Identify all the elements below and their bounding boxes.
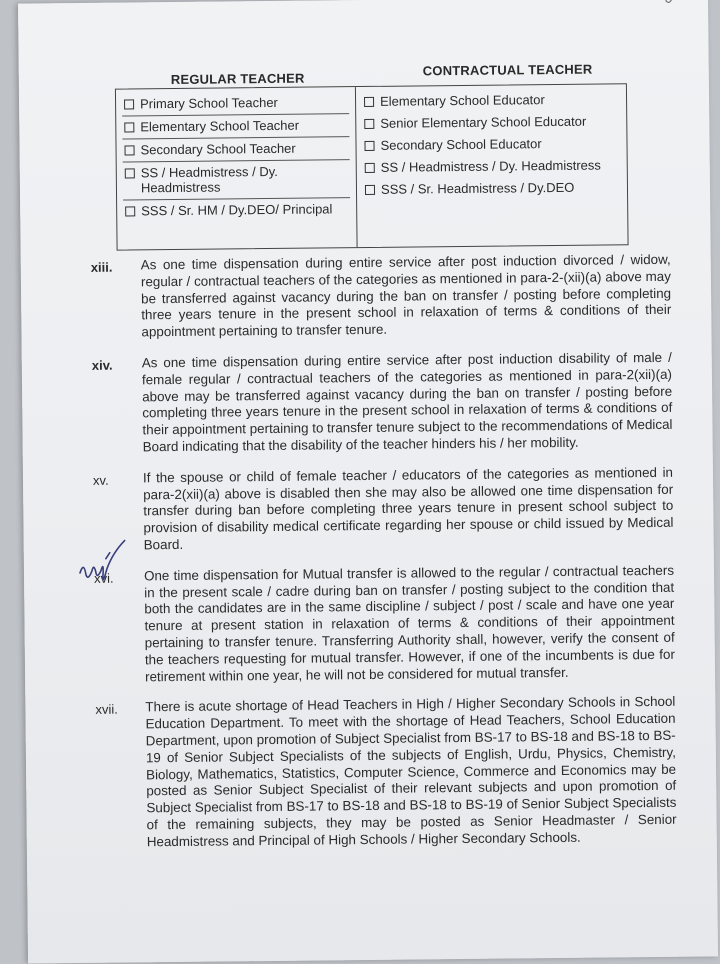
clause-text: There is acute shortage of Head Teachers in High / Higher Secondary Schools in School Education Department. To meet with the shortage of Head Teachers, School Education Department, upon promotion of Subject Specialist from BS-17 to BS-18 and BS-18 to BS-19 of Senior Subject Specialists of the subjects of English, Urdu, Physics, Chemistry, Biology, Mathematics, Statistics, Computer Science, Commerce and Economics may be posted as Senior Subject Specialist of their relevant subjects and upon promotion of Subject Specialist from BS-17 to BS-18 and BS-18 to BS-19 of Senior Subject Specialists of the remaining subjects, they may be posted as Senior Headmaster / Senior Headmistress and Principal of High Schools / Higher Secondary Schools. xyxy=(145,694,677,850)
checkbox-icon xyxy=(365,185,375,195)
clause-number: xv. xyxy=(92,472,109,488)
clause-item xyxy=(95,694,677,851)
contractual-teacher-header: CONTRACTUAL TEACHER xyxy=(422,61,593,79)
clause-item xyxy=(91,252,672,342)
clause-list xyxy=(91,252,677,866)
clause-text: One time dispensation for Mutual transfer is allowed to the regular / contractual teachers in the present scale / cadre during ban on transfer / posting subject to the condition that both the candidates are in the same discipline / subject / post / scale and have one year tenure at present station in relaxation of terms & conditions of their appointment pertaining to transfer tenure. Transferring Authority shall, however, verify the consent of the teachers requesting for mutual transfer. However, if one of the incumbents is due for retirement within one year, he will not be considered for mutual transfer. xyxy=(143,562,675,684)
checkbox-icon xyxy=(125,206,135,216)
checkbox-icon xyxy=(124,99,134,109)
regular-teacher-column xyxy=(116,87,358,250)
contractual-category: Elementary School Educator xyxy=(362,88,620,113)
document-page xyxy=(18,0,718,964)
checkbox-icon xyxy=(125,145,135,155)
clause-number: xiii. xyxy=(90,259,113,275)
checkbox-icon xyxy=(125,168,135,178)
regular-category: Primary School Teacher xyxy=(122,91,349,116)
checkbox-icon xyxy=(364,141,374,151)
contractual-category: SSS / Sr. Headmistress / Dy.DEO xyxy=(363,176,621,201)
contractual-category: SS / Headmistress / Dy. Headmistress xyxy=(363,154,621,179)
clause-item xyxy=(93,465,674,555)
regular-teacher-header: REGULAR TEACHER xyxy=(170,70,305,88)
clause-number: xvii. xyxy=(95,701,118,718)
regular-category: SSS / Sr. HM / Dy.DEO/ Principal xyxy=(123,198,350,222)
table-headers xyxy=(117,61,629,88)
clause-item xyxy=(92,350,673,457)
clause-text: As one time dispensation during entire service after post induction disability of male / female regular / contractual teachers of the categories as mentioned in para-2(xii)(a) above may be transferred against vacancy during the ban on transfer / posting before completing three years tenure in the present school in relaxation of terms & conditions of their appointment pertaining to transfer tenure subject to the recommendations of Medical Board indicating that the disability of the teacher hinders his / her mobility. xyxy=(141,349,673,455)
handwritten-signature xyxy=(76,532,157,593)
clause-number: xiv. xyxy=(91,357,113,373)
clause-number: xvi. xyxy=(93,570,114,586)
contractual-teacher-column xyxy=(356,84,628,247)
clause-text: As one time dispensation during entire service after post induction divorced / widow, regular / contractual teachers of the categories as mentioned in para-2-(xii)(a) above may be transferred against vacancy during the ban on transfer / posting before completing three years tenure in the present school in relaxation of terms & conditions of their appointment pertaining to transfer tenure. xyxy=(140,251,672,340)
checkbox-icon xyxy=(364,97,374,107)
checkbox-icon xyxy=(124,122,134,132)
checkbox-icon xyxy=(364,119,374,129)
clause-text: If the spouse or child of female teacher / educators of the categories as mentioned in para-2(xii)(a) above is disabled then she may also be allowed one time dispensation for transfer during ban before completing three years tenure in present school subject to provision of disability medical certificate regarding her spouse or child issued by Medical Board. xyxy=(142,464,674,553)
regular-category: Elementary School Teacher xyxy=(122,114,349,139)
contractual-category: Secondary School Educator xyxy=(362,132,620,157)
clause-item xyxy=(94,563,675,687)
corner-scribble xyxy=(648,0,688,7)
teacher-categories-table xyxy=(115,83,629,250)
checkbox-icon xyxy=(365,163,375,173)
regular-category: SS / Headmistress / Dy. Headmistress xyxy=(123,160,350,200)
regular-category: Secondary School Teacher xyxy=(122,137,349,162)
contractual-category: Senior Elementary School Educator xyxy=(362,110,620,135)
